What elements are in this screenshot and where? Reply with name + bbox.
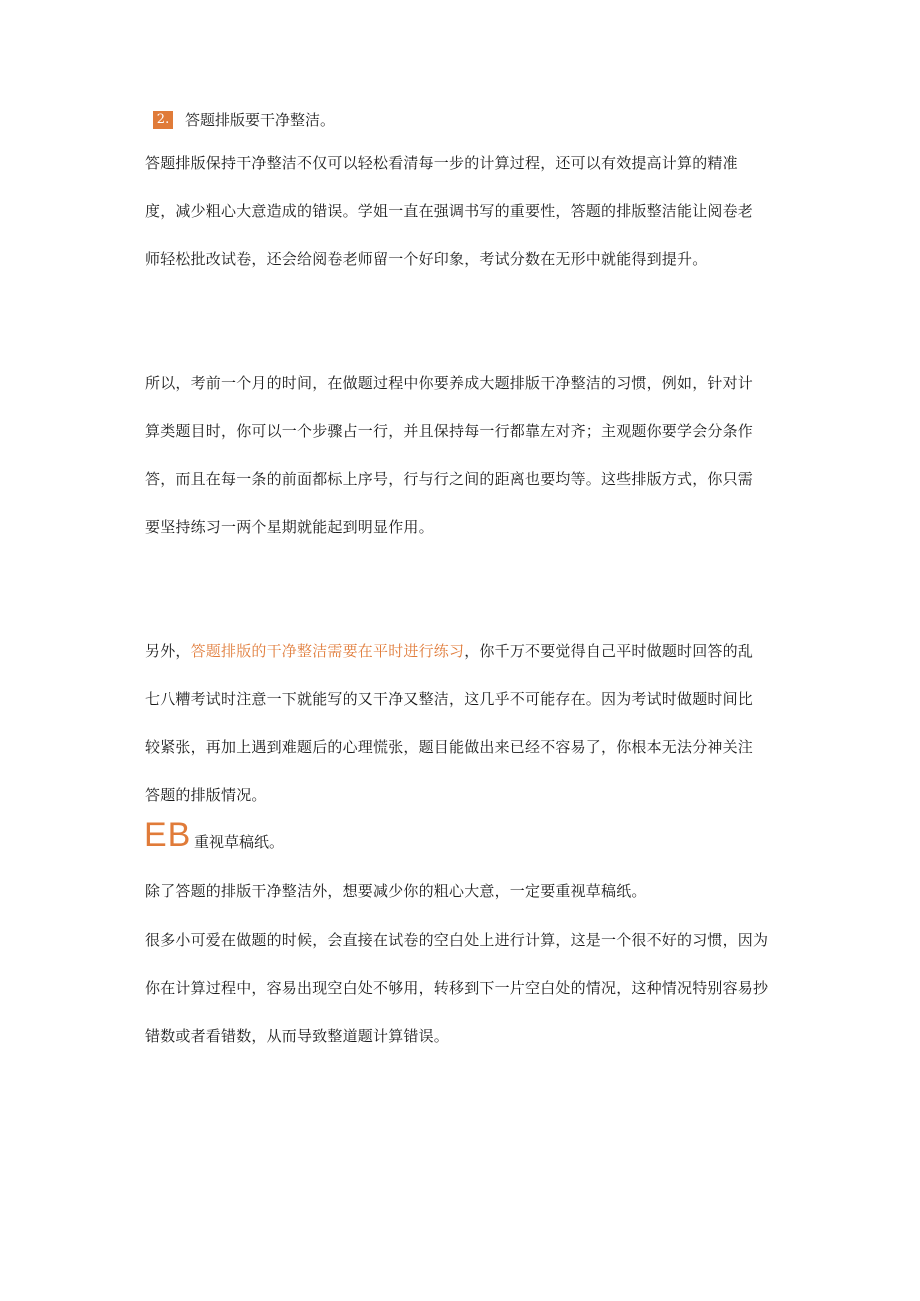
- paragraph-line: 所以，考前一个月的时间，在做题过程中你要养成大题排版干净整洁的习惯，例如，针对计: [145, 374, 754, 392]
- paragraph-line: 答题的排版情况。: [145, 786, 267, 804]
- paragraph-line: 答题排版保持干净整洁不仅可以轻松看清每一步的计算过程，还可以有效提高计算的精准: [145, 154, 738, 172]
- text-segment: ，你千万不要觉得自己平时做题时回答的乱: [464, 642, 754, 660]
- section-number-badge: EB: [144, 816, 192, 854]
- section-heading: 答题排版要干净整洁。: [185, 111, 336, 129]
- paragraph-line: 七八糟考试时注意一下就能写的又干净又整洁，这几乎不可能存在。因为考试时做题时间比: [145, 690, 754, 708]
- paragraph-line: 算类题目时，你可以一个步骤占一行，并且保持每一行都靠左对齐；主观题你要学会分条作: [145, 422, 754, 440]
- section-number-badge: 2.: [153, 111, 173, 129]
- paragraph-line: 师轻松批改试卷，还会给阅卷老师留一个好印象，考试分数在无形中就能得到提升。: [145, 250, 708, 268]
- paragraph-line: 除了答题的排版干净整洁外，想要减少你的粗心大意，一定要重视草稿纸。: [145, 882, 647, 900]
- paragraph-line: 度，减少粗心大意造成的错误。学姐一直在强调书写的重要性，答题的排版整洁能让阅卷老: [145, 202, 754, 220]
- paragraph-line: 要坚持练习一两个星期就能起到明显作用。: [145, 518, 434, 536]
- paragraph-line: 错数或者看错数，从而导致整道题计算错误。: [145, 1027, 450, 1045]
- paragraph-line: 很多小可爱在做题的时候，会直接在试卷的空白处上进行计算，这是一个很不好的习惯，因为: [145, 931, 769, 949]
- paragraph-line: 较紧张，再加上遇到难题后的心理慌张，题目能做出来已经不容易了，你根本无法分神关注: [145, 738, 754, 756]
- paragraph-line: [145, 641, 753, 661]
- paragraph-line: 答，而且在每一条的前面都标上序号，行与行之间的距离也要均等。这些排版方式，你只需: [145, 470, 754, 488]
- highlighted-text: 答题排版的干净整洁需要在平时进行练习: [190, 642, 465, 660]
- section-heading: 重视草稿纸。: [194, 833, 285, 851]
- text-segment: 另外，: [145, 642, 191, 660]
- paragraph-line: 你在计算过程中，容易出现空白处不够用，转移到下一片空白处的情况，这种情况特别容易抄: [145, 979, 769, 997]
